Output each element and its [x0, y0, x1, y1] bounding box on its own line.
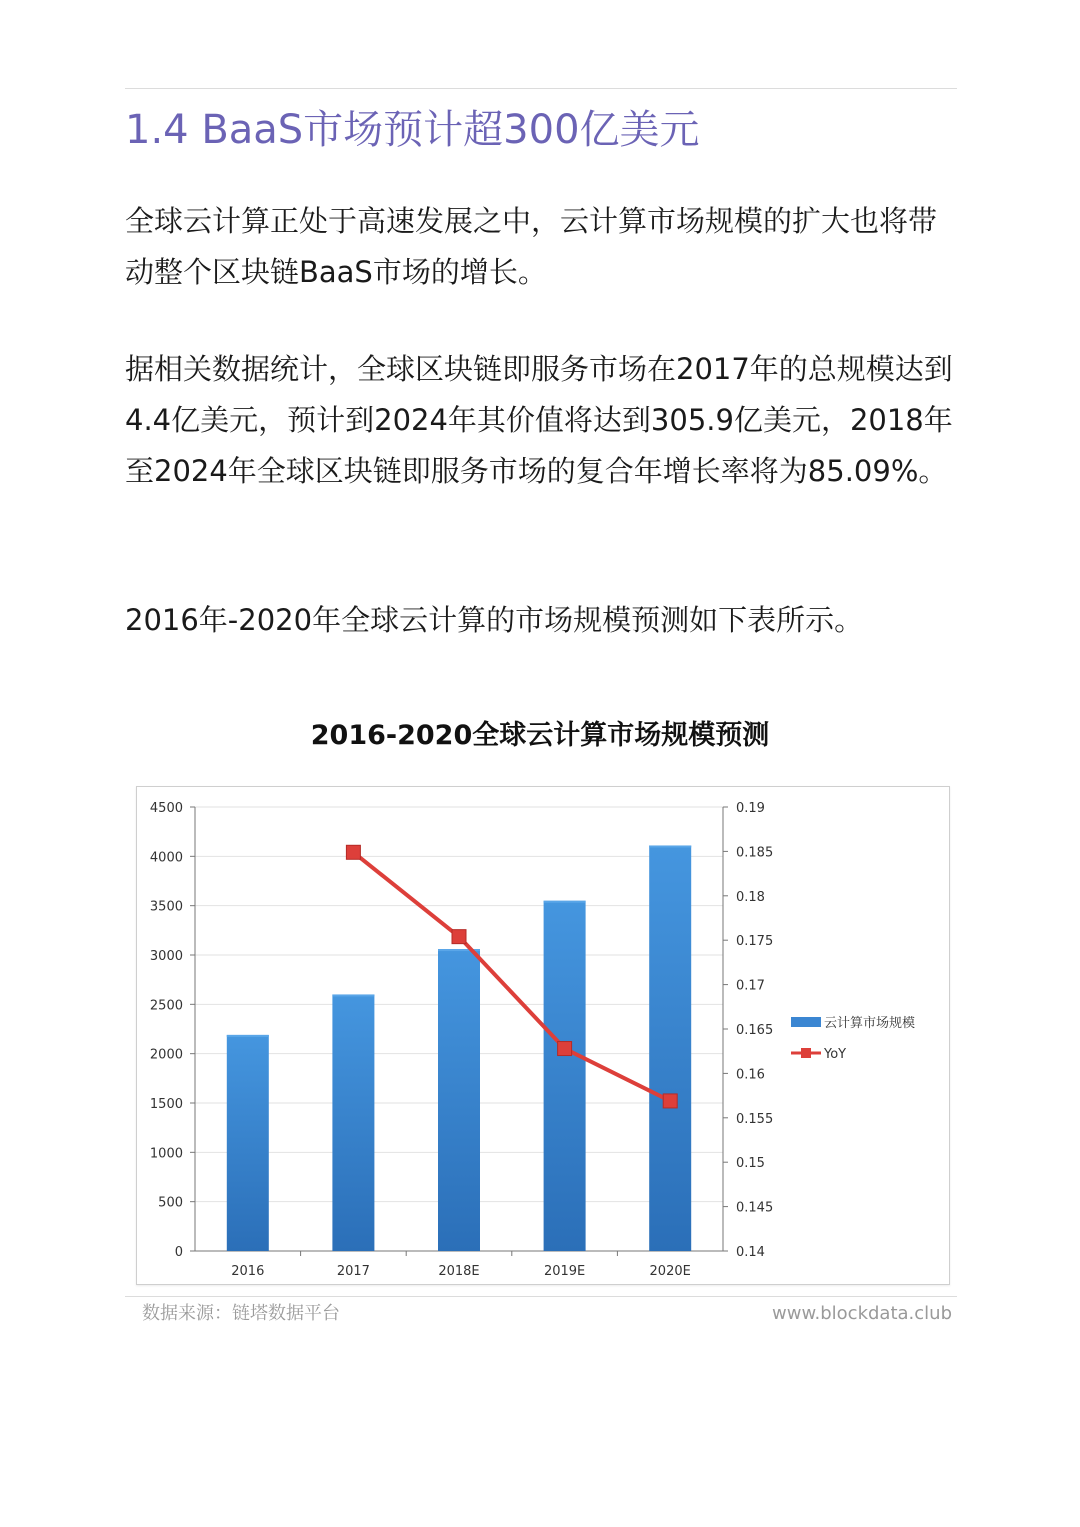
yoy-line: [353, 852, 670, 1101]
y2-tick-label: 0.175: [736, 934, 774, 950]
bottom-divider: [125, 1296, 957, 1297]
bar-top-highlight: [227, 1035, 269, 1037]
y2-tick-label: 0.15: [736, 1156, 765, 1172]
yoy-point: [346, 845, 360, 859]
y2-tick-label: 0.145: [736, 1200, 774, 1216]
y-tick-label: 3500: [149, 899, 183, 915]
bar: [649, 845, 691, 1251]
x-tick-label: 2017: [336, 1264, 370, 1279]
y2-tick-label: 0.16: [736, 1067, 765, 1083]
y-tick-label: 2500: [149, 998, 183, 1014]
site-url: www.blockdata.club: [772, 1303, 952, 1324]
bar-top-highlight: [649, 845, 691, 847]
y2-tick-label: 0.18: [736, 889, 765, 905]
legend-label-bar: 云计算市场规模: [824, 1016, 916, 1031]
legend-swatch-bar: [791, 1017, 821, 1027]
paragraph-baas-stats: 据相关数据统计，全球区块链即服务市场在2017年的总规模达到4.4亿美元，预计到2024年其价值将达到305.9亿美元，2018年至2024年全球区块链即服务市场的复合年增长率将为85.09%。: [125, 352, 953, 488]
x-tick-label: 2018E: [438, 1264, 480, 1279]
bar: [438, 949, 480, 1251]
y2-tick-label: 0.185: [736, 845, 774, 861]
y-tick-label: 3000: [149, 949, 183, 964]
section-heading: 1.4 BaaS市场预计超300亿美元: [125, 107, 700, 153]
bar-top-highlight: [544, 901, 586, 903]
top-divider: [125, 88, 957, 89]
yoy-point: [663, 1094, 677, 1108]
y2-tick-label: 0.155: [736, 1111, 774, 1127]
y-tick-label: 0: [174, 1245, 183, 1260]
y-tick-label: 4500: [149, 801, 183, 816]
yoy-point: [558, 1042, 572, 1056]
chart-title: 2016-2020全球云计算市场规模预测: [310, 720, 770, 751]
chart-svg: [137, 787, 949, 1284]
y-tick-label: 1500: [149, 1097, 183, 1112]
bar-top-highlight: [332, 994, 374, 996]
y-tick-label: 500: [158, 1195, 183, 1211]
legend-swatch-marker: [801, 1048, 811, 1058]
x-tick-label: 2016: [231, 1264, 265, 1279]
y2-tick-label: 0.14: [736, 1245, 765, 1260]
bar: [332, 994, 374, 1251]
legend-label-line: YoY: [824, 1047, 847, 1062]
y-tick-label: 2000: [149, 1047, 183, 1063]
paragraph-cloud-growth: 全球云计算正处于高速发展之中，云计算市场规模的扩大也将带动整个区块链BaaS市场的增长。: [125, 204, 938, 289]
x-tick-label: 2020E: [649, 1264, 691, 1279]
paragraph-table-intro: 2016年-2020年全球云计算的市场规模预测如下表所示。: [125, 603, 864, 637]
y2-tick-label: 0.19: [736, 801, 765, 816]
y-tick-label: 4000: [149, 850, 183, 866]
y-tick-label: 1000: [149, 1146, 183, 1162]
bar: [544, 901, 586, 1251]
yoy-point: [452, 930, 466, 944]
bar: [227, 1035, 269, 1251]
chart-frame: [136, 786, 950, 1285]
data-source: 数据来源：链塔数据平台: [142, 1303, 340, 1324]
y2-tick-label: 0.17: [736, 978, 765, 994]
y2-tick-label: 0.165: [736, 1023, 774, 1038]
x-tick-label: 2019E: [543, 1264, 586, 1279]
